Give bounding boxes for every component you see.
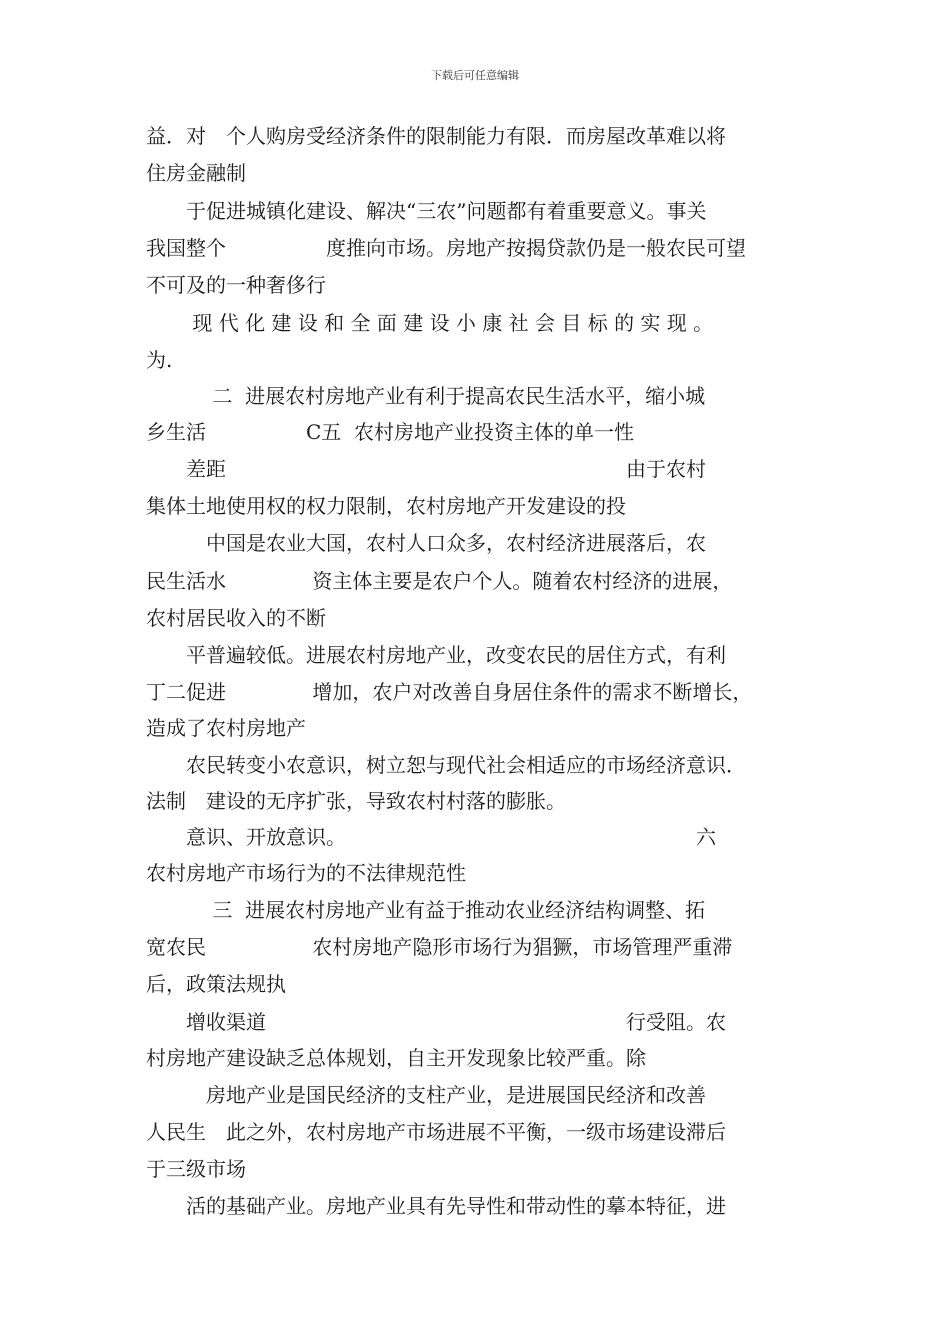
text-line: 差距 由于农村: [146, 457, 706, 481]
text-line: 我国整个 度推向市场。房地产按揭贷款仍是一般农民可望: [146, 236, 746, 260]
text-line: 法制 建设的无序扩张，导致农村村落的膨胀。: [146, 789, 566, 813]
text-line: 村房地产建设缺乏总体规划，自主开发现象比较严重。除: [146, 1046, 646, 1070]
text-line: 农村居民收入的不断: [146, 606, 326, 630]
text-line: 于促进城镇化建设、解决“三农”问题都有着重要意义。事关: [146, 199, 707, 223]
text-line: 集体土地使用权的权力限制，农村房地产开发建设的投: [146, 494, 626, 518]
text-line: 住房金融制: [146, 161, 246, 185]
text-line: 活的基础产业。房地产业具有先导性和带动性的摹本特征，进: [146, 1194, 726, 1218]
text-line: 于三级市场: [146, 1157, 246, 1181]
text-line: 人民生 此之外，农村房地产市场进展不平衡，一级市场建设滞后: [146, 1120, 726, 1144]
text-line: 农村房地产市场行为的不法律规范性: [146, 861, 466, 885]
text-line: 二 进展农村房地产业有利于提高农民生活水平，缩小城: [146, 384, 706, 408]
text-line: 乡生活 C五 农村房地产业投资主体的单一性: [146, 420, 635, 444]
text-line: 意识、开放意识。 六: [146, 825, 716, 849]
text-line: 不可及的一种奢侈行: [146, 273, 326, 297]
text-line: 房地产业是国民经济的支柱产业，是进展国民经济和改善: [146, 1083, 706, 1107]
text-line: 民生活水 资主体主要是农户个人。随着农村经济的进展，: [146, 569, 733, 593]
text-line: 后，政策法规执: [146, 972, 286, 996]
text-line: 宽农民 农村房地产隐形市场行为猖獗，市场管理严重滞: [146, 935, 733, 959]
text-line: 农民转变小农意识，树立恕与现代社会相适应的市场经济意识．: [146, 753, 746, 777]
text-line: 增收渠道 行受阻。农: [146, 1010, 726, 1034]
text-line: 现 代 化 建 设 和 全 面 建 设 小 康 社 会 目 标 的 实 现 。: [146, 311, 714, 335]
text-line: 丁二促进 增加，农户对改善自身居住条件的需求不断增长，: [146, 680, 753, 704]
page-header: 下载后可任意编辑: [431, 69, 519, 82]
text-line: 中国是农业大国，农村人口众多，农村经济进展落后，农: [146, 531, 706, 555]
text-line: 平普遍较低。进展农村房地产业，改变农民的居住方式，有利: [146, 643, 726, 667]
text-line: 造成了农村房地产: [146, 716, 306, 740]
text-line: 为.: [146, 348, 173, 372]
text-line: 三 进展农村房地产业有益于推动农业经济结构调整、拓: [146, 898, 706, 922]
text-line: 益．对 个人购房受经济条件的限制能力有限．而房屋改革难以将: [146, 124, 726, 148]
